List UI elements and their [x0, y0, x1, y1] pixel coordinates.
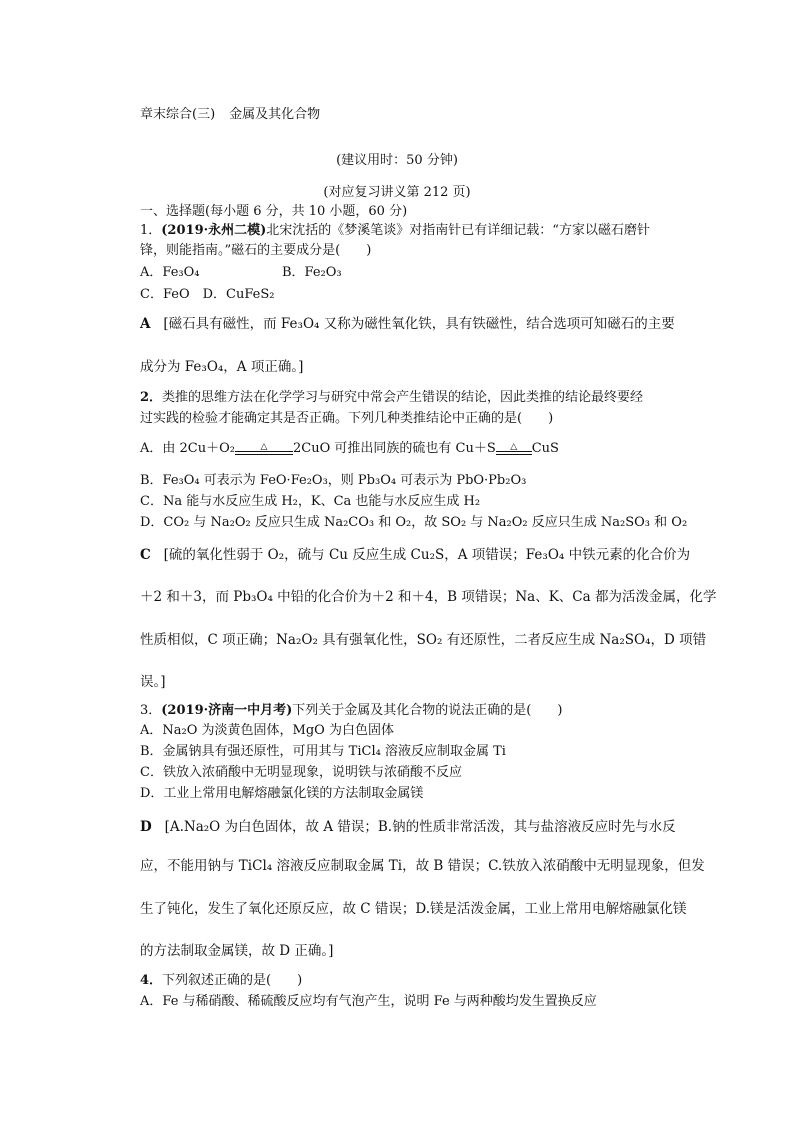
part-title: 一、选择题(每小题 6 分，共 10 小题，60 分) [140, 204, 408, 219]
q2-option-a-pre: A．由 2Cu＋O₂ [140, 441, 235, 456]
chapter-header [140, 106, 320, 124]
chapter-topic: 金属及其化合物 [229, 107, 321, 122]
q2-answer-line2: ＋2 和＋3，而 Pb₃O₄ 中铅的化合价为＋2 和＋4，B 项错误；Na、K、Ca 都为活泼金属，化学 [140, 589, 717, 605]
q3-source: (2019·济南一中月考) [161, 703, 293, 718]
reaction-arrow [235, 443, 293, 455]
heat-symbol: △ [260, 441, 268, 452]
q1-option-b: B．Fe₂O₃ [282, 265, 342, 280]
q4-option-a: A．Fe 与稀硝酸、稀硫酸反应均有气泡产生，说明 Fe 与两种酸均发生置换反应 [140, 994, 597, 1009]
q4-stem-text: 下列叙述正确的是( ) [162, 973, 303, 988]
time-note: (建议用时：50 分钟) [336, 153, 458, 168]
q2-option-a-mid: 2CuO 可推出同族的硫也有 Cu＋S [292, 441, 496, 456]
q1-stem-line2: 锋，则能指南。”磁石的主要成分是( ) [140, 243, 372, 258]
reference-note: (对应复习讲义第 212 页) [323, 185, 471, 200]
q3-stem [140, 702, 562, 720]
heat-symbol-2: △ [510, 441, 518, 452]
q2-stem-line2: 过实践的检验才能确定其是否正确。下列几种类推结论中正确的是( ) [140, 411, 554, 426]
q3-answer-line3: 生了钝化，发生了氧化还原反应，故 C 错误；D.镁是活泼金属，工业上常用电解熔融氯化镁 [140, 901, 687, 917]
reaction-arrow-2 [496, 443, 532, 455]
q2-stem-line1 [140, 389, 643, 407]
q2-answer-letter: C [140, 547, 151, 563]
q2-answer-line1 [140, 546, 690, 564]
q1-source: (2019·永州二模) [161, 223, 267, 238]
q3-option-c: C．铁放入浓硝酸中无明显现象，说明铁与浓硝酸不反应 [140, 765, 462, 780]
q1-answer-line2: 成分为 Fe₃O₄，A 项正确。] [140, 359, 304, 375]
q1-number: 1． [140, 223, 162, 238]
q4-number: 4． [140, 973, 163, 988]
q2-answer-line4: 误。] [140, 674, 166, 690]
q1-stem-line1 [140, 222, 650, 240]
q3-answer-letter: D [140, 819, 152, 835]
q3-answer-text1: [A.Na₂O 为白色固体，故 A 错误；B.钠的性质非常活泼，其与盐溶液反应时先与水反 [164, 819, 676, 835]
q2-option-d: D．CO₂ 与 Na₂O₂ 反应只生成 Na₂CO₃ 和 O₂，故 SO₂ 与 Na₂O₂ 反应只生成 Na₂SO₃ 和 O₂ [140, 515, 688, 530]
q2-number: 2． [140, 390, 163, 405]
q2-stem1: 类推的思维方法在化学学习与研究中常会产生错误的结论，因此类推的结论最终要经 [162, 390, 644, 405]
q1-answer-line1 [140, 315, 675, 333]
q3-option-a: A．Na₂O 为淡黄色固体，MgO 为白色固体 [140, 723, 394, 738]
q1-stem1: 北宋沈括的《梦溪笔谈》对指南针已有详细记载：“方家以磁石磨针 [266, 223, 650, 238]
q3-stem-text: 下列关于金属及其化合物的说法正确的是( ) [292, 703, 563, 718]
q2-option-c: C．Na 能与水反应生成 H₂，K、Ca 也能与水反应生成 H₂ [140, 494, 481, 509]
q2-option-a [140, 440, 559, 458]
chapter-section: 章末综合(三) [140, 107, 216, 122]
q1-answer-text1: [磁石具有磁性，而 Fe₃O₄ 又称为磁性氧化铁，具有铁磁性，结合选项可知磁石的主要 [163, 316, 675, 332]
q2-option-b: B．Fe₃O₄ 可表示为 FeO·Fe₂O₃，则 Pb₃O₄ 可表示为 PbO·Pb₂O₃ [140, 473, 527, 488]
q1-option-a: A．Fe₃O₄ [140, 265, 200, 280]
q3-answer-line1 [140, 818, 676, 836]
q2-answer-line3: 性质相似，C 项正确；Na₂O₂ 具有强氧化性，SO₂ 有还原性，二者反应生成 Na₂SO₄，D 项错 [140, 632, 707, 648]
q3-answer-line4: 的方法制取金属镁，故 D 正确。] [140, 943, 334, 959]
q3-option-b: B．金属钠具有强还原性，可用其与 TiCl₄ 溶液反应制取金属 Ti [140, 744, 506, 759]
q3-answer-line2: 应，不能用钠与 TiCl₄ 溶液反应制取金属 Ti，故 B 错误；C.铁放入浓硝酸中无明显现象，但发 [140, 858, 705, 874]
q3-number: 3． [140, 703, 162, 718]
q3-option-d: D．工业上常用电解熔融氯化镁的方法制取金属镁 [140, 786, 424, 801]
q1-options-cd: C．FeO D．CuFeS₂ [140, 287, 275, 302]
q1-options-ab [140, 264, 342, 282]
q2-option-a-end: CuS [531, 441, 559, 456]
q2-answer-text1: [硫的氧化性弱于 O₂，硫与 Cu 反应生成 Cu₂S，A 项错误；Fe₃O₄ 中铁元素的化合价为 [163, 547, 691, 563]
q1-answer-letter: A [140, 316, 151, 332]
q4-stem [140, 972, 302, 990]
